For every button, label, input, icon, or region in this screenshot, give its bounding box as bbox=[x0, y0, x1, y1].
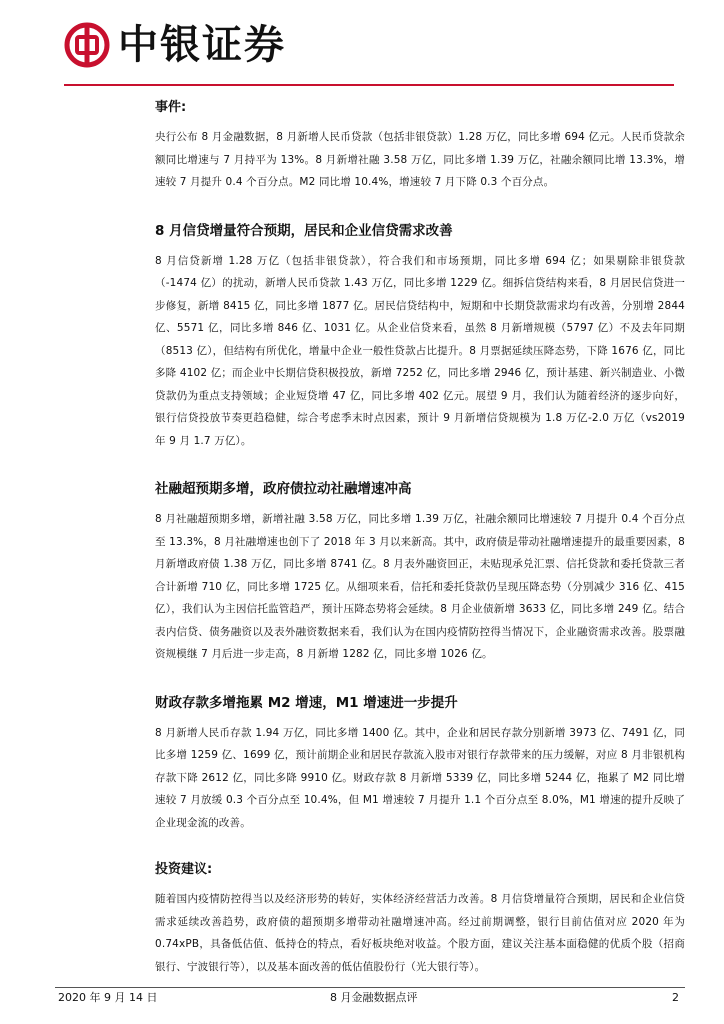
section-paragraph-deposits: 8 月新增人民币存款 1.94 万亿，同比多增 1400 亿。其中，企业和居民存款分别新增 3973 亿、7491 亿，同比多增 1259 亿、1699 亿，预计前期企业和居民存款流入股市对银行存款带来的压力缓解，对应 8 月非银机构存款下降 2612 亿，同比多降 9910 亿。财政存款 8 月新增 5339 亿，同比多增 5244 亿，拖累了 M2 同比增速较 7 月放缓 0.3 个百分点至 10.4%，但 M1 增速较 7 月提升 1.1 个百分点至 8.0%，M1 增速的提升反映了企业现金流的改善。 bbox=[155, 726, 685, 829]
page-number: 2 bbox=[672, 991, 679, 1004]
footer-divider bbox=[55, 987, 685, 988]
section-paragraph-social-financing: 8 月社融超预期多增，新增社融 3.58 万亿，同比多增 1.39 万亿，社融余额同比增速较 7 月提升 0.4 个百分点至 13.3%，8 月社融增速也创下了 2018 年 3 月以来新高。其中，政府债是带动社融增速提升的最重要因素，8 月新增政府债 1.38 万亿，同比多增 8741 亿。8 月表外融资回正，未贴现承兑汇票、信托贷款和委托贷款三者合计新增 710 亿，同比多增 1725 亿。从细项来看，信托和委托贷款仍呈现压降态势（分别减少 316 亿、415 亿），我们认为主因信托监管趋严，预计压降态势将会延续。8 月企业债新增 3633 亿，同比多增 249 亿。结合表内信贷、债务融资以及表外融资数据来看，我们认为在国内疫情防控得当情况下，企业融资需求改善。股票融资规模继 7 月后进一步走高，8 月新增 1282 亿，同比多增 1026 亿。 bbox=[155, 513, 685, 660]
section-paragraph-credit: 8 月信贷新增 1.28 万亿（包括非银贷款），符合我们和市场预期，同比多增 694 亿；如果剔除非银贷款（-1474 亿）的扰动，新增人民币贷款 1.43 万亿，同比多增 1229 亿。细拆信贷结构来看，8 月居民信贷进一步修复，新增 8415 亿，同比多增 1877 亿。居民信贷结构中，短期和中长期贷款需求均有改善，分别增 2844 亿、5571 亿，同比多增 846 亿、1031 亿。从企业信贷来看，虽然 8 月新增规模（5797 亿）不及去年同期（8513 亿），但结构有所优化，增量中企业一般性贷款占比提升。8 月票据延续压降态势，下降 1676 亿，同比多降 4102 亿；而企业中长期信贷积极投放，新增 7252 亿，同比多增 2946 亿，预计基建、新兴制造业、小微贷款仍为重点支持领域；企业短贷增 47 亿，同比多增 402 亿元。展望 9 月，我们认为随着经济的逐步向好，银行信贷投放节奏更趋稳健，综合考虑季末时点因素，预计 9 月新增信贷规模为 1.8 万亿-2.0 万亿（vs2019 年 9 月 1.7 万亿）。 bbox=[155, 254, 685, 447]
section-heading-event: 事件: bbox=[155, 100, 187, 115]
brand-name: 中银证券 bbox=[118, 21, 286, 68]
page-header bbox=[0, 0, 724, 90]
footer-report-title: 8 月金融数据点评 bbox=[330, 991, 418, 1004]
report-body bbox=[155, 95, 685, 978]
bank-of-china-logo-icon bbox=[64, 22, 110, 68]
section-heading-investment: 投资建议: bbox=[155, 862, 213, 877]
section-paragraph-investment: 随着国内疫情防控得当以及经济形势的转好，实体经济经营活力改善。8 月信贷增量符合预期，居民和企业信贷需求延续改善趋势，政府债的超预期多增带动社融增速冲高。经过前期调整，银行目前估值对应 2020 年为 0.74xPB，具备低估值、低持仓的特点，看好板块绝对收益。个股方面，建议关注基本面稳健的优质个股（招商银行、宁波银行等），以及基本面改善的低估值股份行（光大银行等）。 bbox=[155, 893, 685, 973]
footer-date: 2020 年 9 月 14 日 bbox=[58, 991, 158, 1004]
header-divider bbox=[64, 84, 674, 86]
section-heading-social-financing: 社融超预期多增，政府债拉动社融增速冲高 bbox=[155, 481, 412, 497]
section-paragraph-event: 央行公布 8 月金融数据，8 月新增人民币贷款（包括非银贷款）1.28 万亿，同比多增 694 亿元。人民币贷款余额同比增速与 7 月持平为 13%。8 月新增社融 3.58 万亿，同比多增 1.39 万亿，社融余额同比增 13.3%，增速较 7 月提升 0.4 个百分点。M2 同比增 10.4%，增速较 7 月下降 0.3 个百分点。 bbox=[155, 131, 685, 188]
section-heading-credit: 8 月信贷增量符合预期，居民和企业信贷需求改善 bbox=[155, 222, 453, 239]
section-heading-deposits: 财政存款多增拖累 M2 增速，M1 增速进一步提升 bbox=[155, 694, 458, 711]
